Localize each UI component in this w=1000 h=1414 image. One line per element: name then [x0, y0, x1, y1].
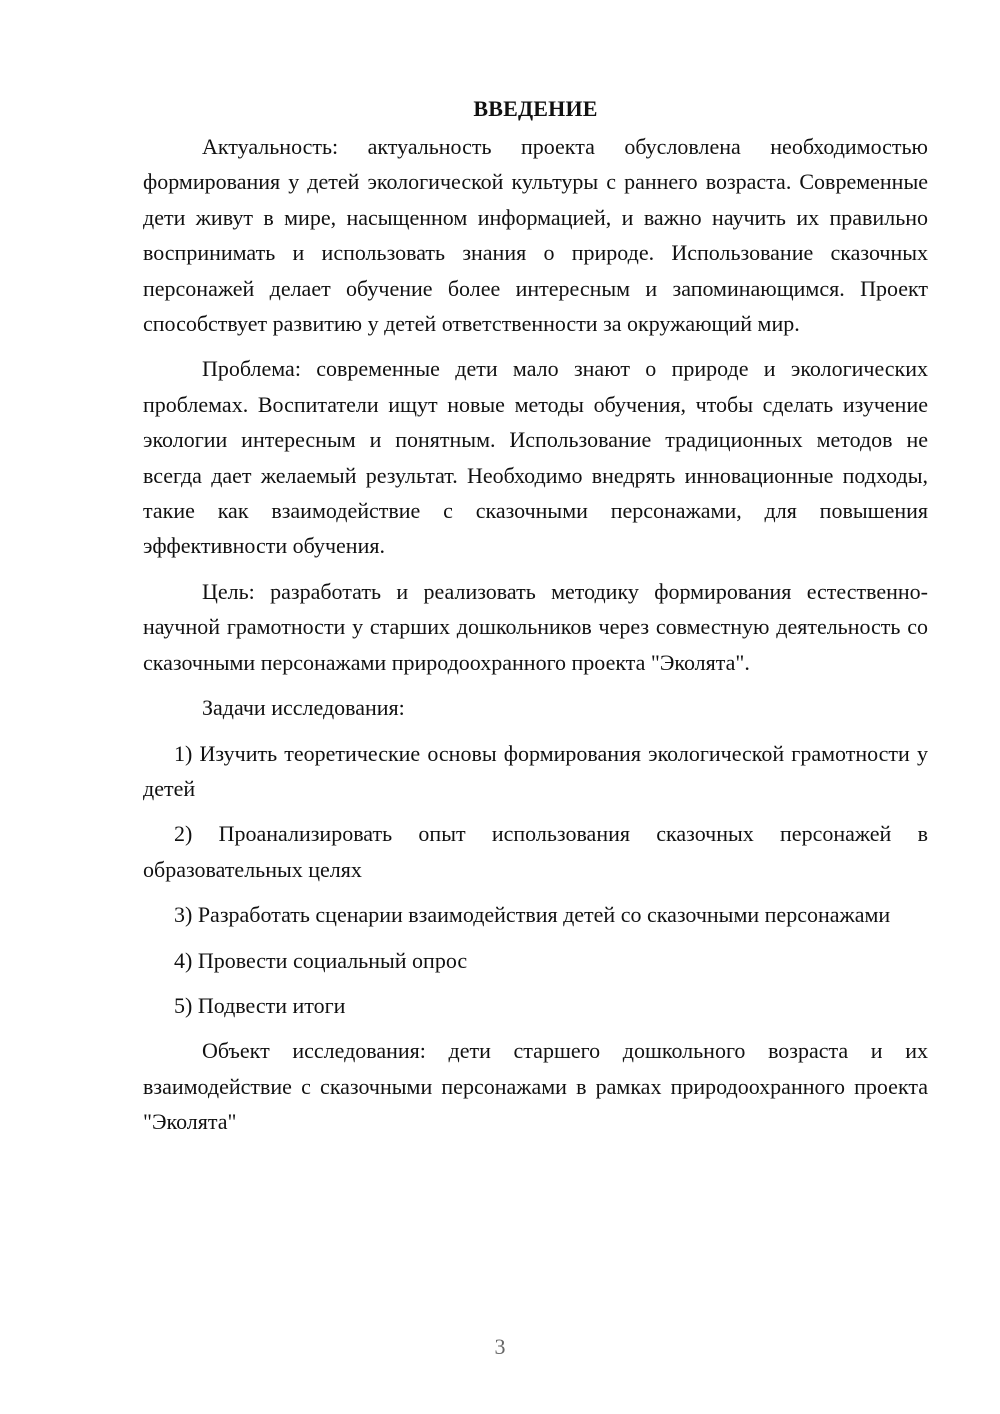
tasks-list	[143, 736, 928, 1024]
paragraph-goal: Цель: разработать и реализовать методику формирования естественно-научной грамотности у старших дошкольников через совместную деятельность со сказочными персонажами природоохранного проекта "Эколята".	[143, 578, 928, 675]
task-item: 5) Подвести итоги	[174, 992, 346, 1018]
document-heading: ВВЕДЕНИЕ	[473, 96, 598, 121]
paragraph-object: Объект исследования: дети старшего дошкольного возраста и их взаимодействие с сказочными персонажами в рамках природоохранного проекта "Эколята"	[143, 1038, 928, 1135]
paragraph-problem: Проблема: современные дети мало знают о природе и экологических проблемах. Воспитатели ищут новые методы обучения, чтобы сделать изучение экологии интересным и понятным. Использование традиционных методов не всегда дает желаемый результат. Необходимо внедрять инновационные подходы, такие как взаимодействие с сказочными персонажами, для повышения эффективности обучения.	[143, 356, 928, 559]
task-item: 3) Разработать сценарии взаимодействия детей со сказочными персонажами	[174, 902, 891, 928]
paragraph-relevance: Актуальность: актуальность проекта обусловлена необходимостью формирования у детей экологической культуры с раннего возраста. Современные дети живут в мире, насыщенном информацией, и важно научить их правильно воспринимать и использовать знания о природе. Использование сказочных персонажей делает обучение более интересным и запоминающимся. Проект способствует развитию у детей ответственности за окружающий мир.	[143, 134, 928, 337]
task-item: 1) Изучить теоретические основы формирования экологической грамотности у детей	[143, 740, 928, 801]
task-item: 4) Провести социальный опрос	[174, 947, 468, 973]
task-item: 2) Проанализировать опыт использования сказочных персонажей в образовательных целях	[143, 821, 928, 882]
tasks-label: Задачи исследования:	[202, 695, 405, 721]
document-page	[143, 92, 928, 1150]
page-number: 3	[494, 1334, 506, 1359]
